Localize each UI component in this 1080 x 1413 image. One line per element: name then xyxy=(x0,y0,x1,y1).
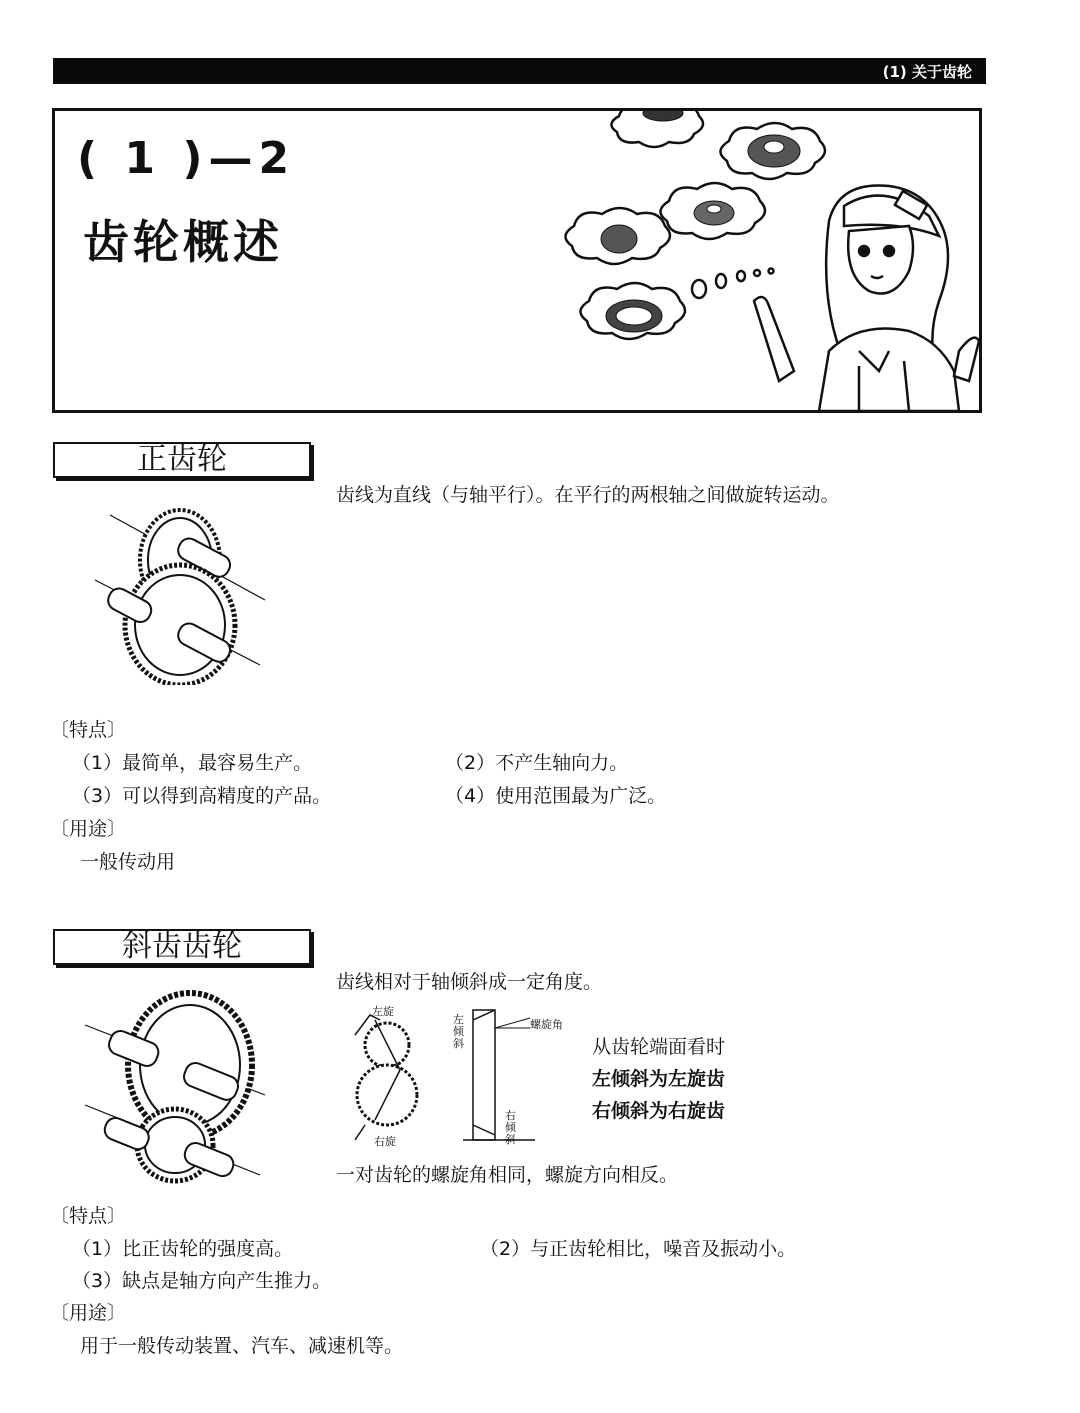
thought-bubble-dot xyxy=(737,271,745,281)
view-note-2: 左倾斜为左旋齿 xyxy=(592,1068,726,1090)
spur-gear-icon xyxy=(601,225,637,253)
gear-tooth-section xyxy=(473,1010,495,1140)
right-hand-label: 右旋 xyxy=(374,1135,396,1148)
helical-uses: 用于一般传动装置、汽车、减速机等。 xyxy=(80,1335,404,1357)
spur-uses-heading: 〔用途〕 xyxy=(50,818,127,840)
thought-bubble-dot xyxy=(769,269,774,274)
girl-right-hand xyxy=(954,338,979,381)
right-tilt-label: 右倾斜 xyxy=(505,1109,516,1146)
girl-torso xyxy=(819,329,959,412)
section-title: 齿轮概述 xyxy=(83,215,283,269)
pair-note: 一对齿轮的螺旋角相同，螺旋方向相反。 xyxy=(336,1164,679,1186)
helical-feature-1: （1）比正齿轮的强度高。 xyxy=(72,1238,294,1260)
chapter-label: (1) 关于齿轮 xyxy=(882,63,972,81)
view-note-3: 右倾斜为右旋齿 xyxy=(592,1100,726,1122)
spur-feature-2: （2）不产生轴向力。 xyxy=(445,752,629,774)
left-hand-label: 左旋 xyxy=(372,1005,394,1018)
thought-bubble-dot xyxy=(716,274,726,288)
helical-uses-heading: 〔用途〕 xyxy=(50,1302,127,1324)
left-tilt-label: 左倾斜 xyxy=(453,1013,464,1050)
helix-angle-label: 螺旋角 xyxy=(530,1018,563,1031)
helical-gear-description: 齿线相对于轴倾斜成一定角度。 xyxy=(336,971,603,993)
section-number: ( 1 )—2 xyxy=(77,133,296,184)
helical-features-heading: 〔特点〕 xyxy=(50,1205,127,1227)
spur-uses: 一般传动用 xyxy=(80,851,176,873)
view-note-1: 从齿轮端面看时 xyxy=(592,1036,726,1058)
helical-gear-label: 斜齿齿轮 xyxy=(53,929,311,965)
spur-features-heading: 〔特点〕 xyxy=(50,719,127,741)
spur-feature-4: （4）使用范围最为广泛。 xyxy=(445,785,667,807)
thought-bubble-dot xyxy=(754,270,760,276)
spur-gear-description: 齿线为直线（与轴平行）。在平行的两根轴之间做旋转运动。 xyxy=(336,484,840,506)
title-panel xyxy=(52,108,982,413)
gear-girl-illustration xyxy=(559,111,979,411)
spur-gear-label: 正齿轮 xyxy=(53,442,311,478)
spur-feature-1: （1）最简单，最容易生产。 xyxy=(72,752,313,774)
thought-bubble-dot xyxy=(692,280,706,298)
chapter-header-bar xyxy=(53,58,986,84)
girl-left-hand xyxy=(754,297,794,381)
helical-feature-2: （2）与正齿轮相比，噪音及振动小。 xyxy=(480,1238,797,1260)
helical-feature-3: （3）缺点是轴方向产生推力。 xyxy=(72,1270,332,1292)
spur-feature-3: （3）可以得到高精度的产品。 xyxy=(72,785,332,807)
spur-gear-pair-drawing xyxy=(90,505,280,685)
helical-gear-pair-drawing xyxy=(80,990,280,1185)
